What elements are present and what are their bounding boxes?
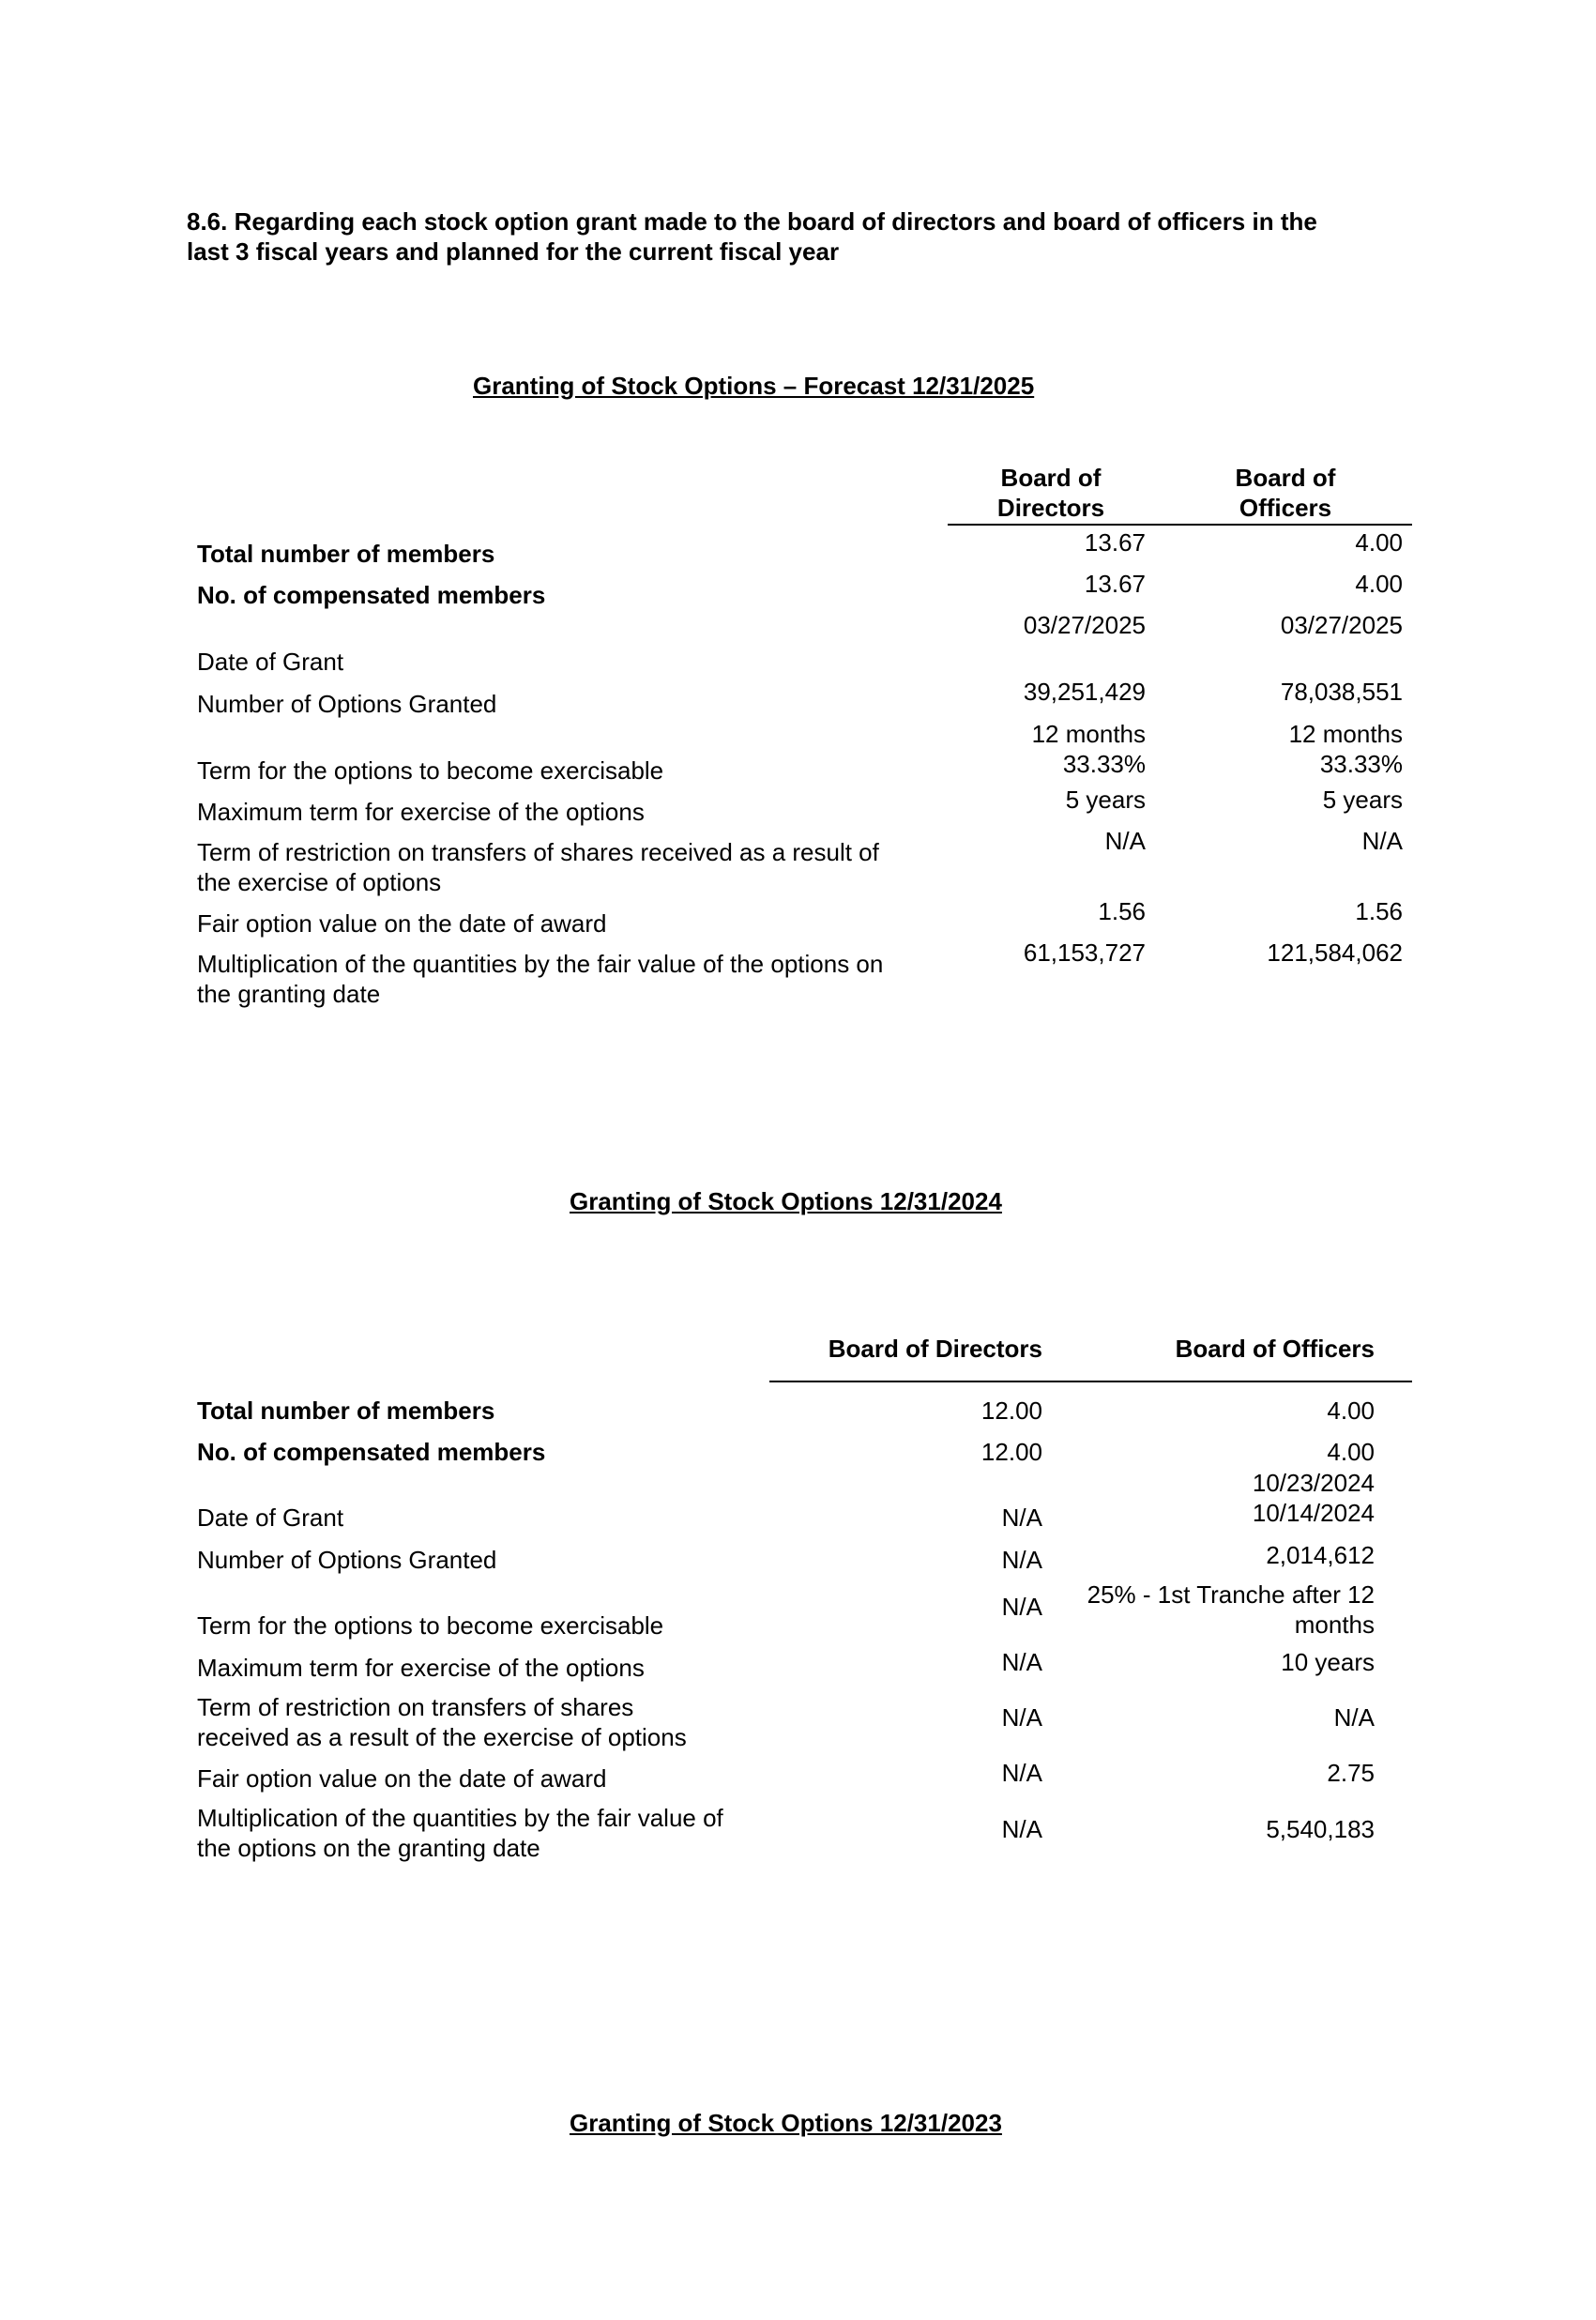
value-directors-term-2024: N/A bbox=[1001, 1593, 1042, 1621]
value-officers-options-granted: 78,038,551 bbox=[1280, 678, 1403, 706]
value-officers-term-2024: 25% - 1st Tranche after 12 months bbox=[1087, 1580, 1375, 1639]
value-officers-compensated-members-2024: 4.00 bbox=[1327, 1438, 1375, 1466]
value-officers-term: 12 months 33.33% bbox=[1288, 720, 1403, 778]
label-multiplication: Multiplication of the quantities by the fair value of the options on the granting date bbox=[197, 950, 884, 1008]
section-heading bbox=[187, 206, 1406, 267]
header-rule-2024 bbox=[769, 1381, 1412, 1382]
value-directors-restriction: N/A bbox=[1104, 827, 1146, 855]
label-date-of-grant: Date of Grant bbox=[197, 648, 344, 676]
value-directors-multiplication: 61,153,727 bbox=[1023, 939, 1146, 967]
label-term-exercisable: Term for the options to become exercisable bbox=[197, 756, 664, 785]
col-header-officers-2024: Board of Officers bbox=[1175, 1335, 1375, 1363]
label-options-granted-2024: Number of Options Granted bbox=[197, 1546, 497, 1574]
value-officers-date-of-grant-2024: 10/23/2024 10/14/2024 bbox=[1252, 1469, 1375, 1527]
label-compensated-members-2024: No. of compensated members bbox=[197, 1438, 546, 1466]
value-directors-date-of-grant-2024: N/A bbox=[1001, 1503, 1042, 1532]
value-directors-fair-value: 1.56 bbox=[1098, 897, 1146, 925]
value-directors-options-granted-2024: N/A bbox=[1001, 1546, 1042, 1574]
value-directors-fair-value-2024: N/A bbox=[1001, 1759, 1042, 1787]
value-officers-max-term: 5 years bbox=[1322, 786, 1403, 814]
heading-line-1: 8.6. Regarding each stock option grant made to the board of directors and board of officers in the bbox=[187, 207, 1317, 236]
table-title-2025: Granting of Stock Options – Forecast 12/31/2025 bbox=[473, 372, 1035, 400]
value-officers-multiplication: 121,584,062 bbox=[1267, 939, 1403, 967]
value-officers-restriction-2024: N/A bbox=[1333, 1703, 1375, 1732]
value-directors-max-term-2024: N/A bbox=[1001, 1648, 1042, 1676]
value-directors-term: 12 months 33.33% bbox=[1031, 720, 1146, 778]
value-officers-multiplication-2024: 5,540,183 bbox=[1266, 1815, 1375, 1843]
value-directors-compensated-members: 13.67 bbox=[1084, 570, 1146, 598]
label-total-members: Total number of members bbox=[197, 540, 495, 568]
label-fair-value: Fair option value on the date of award bbox=[197, 909, 607, 938]
value-officers-compensated-members: 4.00 bbox=[1355, 570, 1403, 598]
label-restriction-2024: Term of restriction on transfers of shares received as a result of the exercise of options bbox=[197, 1693, 687, 1751]
table-title-2024: Granting of Stock Options 12/31/2024 bbox=[570, 1187, 1002, 1215]
value-directors-total-members-2024: 12.00 bbox=[980, 1397, 1042, 1425]
value-officers-total-members-2024: 4.00 bbox=[1327, 1397, 1375, 1425]
heading-line-2: last 3 fiscal years and planned for the current fiscal year bbox=[187, 237, 840, 266]
value-officers-total-members: 4.00 bbox=[1355, 528, 1403, 557]
value-officers-max-term-2024: 10 years bbox=[1281, 1648, 1375, 1676]
label-multiplication-2024: Multiplication of the quantities by the fair value of the options on the granting date bbox=[197, 1804, 723, 1862]
label-max-term: Maximum term for exercise of the options bbox=[197, 798, 645, 826]
value-officers-fair-value-2024: 2.75 bbox=[1327, 1759, 1375, 1787]
label-fair-value-2024: Fair option value on the date of award bbox=[197, 1764, 607, 1793]
label-date-of-grant-2024: Date of Grant bbox=[197, 1503, 344, 1532]
label-compensated-members: No. of compensated members bbox=[197, 581, 546, 609]
label-term-exercisable-2024: Term for the options to become exercisable bbox=[197, 1611, 664, 1640]
table-title-2023: Granting of Stock Options 12/31/2023 bbox=[570, 2109, 1002, 2137]
value-officers-date-of-grant: 03/27/2025 bbox=[1280, 611, 1403, 639]
value-directors-total-members: 13.67 bbox=[1084, 528, 1146, 557]
value-directors-max-term: 5 years bbox=[1065, 786, 1146, 814]
label-restriction: Term of restriction on transfers of shares received as a result of the exercise of options bbox=[197, 838, 879, 896]
col-header-officers-2025: Board of Officers bbox=[1235, 464, 1336, 522]
value-directors-restriction-2024: N/A bbox=[1001, 1703, 1042, 1732]
header-rule-2025 bbox=[948, 524, 1412, 526]
value-officers-fair-value: 1.56 bbox=[1355, 897, 1403, 925]
value-directors-compensated-members-2024: 12.00 bbox=[980, 1438, 1042, 1466]
label-options-granted: Number of Options Granted bbox=[197, 690, 497, 718]
col-header-directors-2025: Board of Directors bbox=[996, 464, 1105, 522]
value-directors-multiplication-2024: N/A bbox=[1001, 1815, 1042, 1843]
value-directors-date-of-grant: 03/27/2025 bbox=[1023, 611, 1146, 639]
value-officers-restriction: N/A bbox=[1361, 827, 1403, 855]
label-max-term-2024: Maximum term for exercise of the options bbox=[197, 1654, 645, 1682]
col-header-directors-2024: Board of Directors bbox=[828, 1335, 1042, 1363]
value-officers-options-granted-2024: 2,014,612 bbox=[1266, 1541, 1375, 1569]
label-total-members-2024: Total number of members bbox=[197, 1397, 495, 1425]
value-directors-options-granted: 39,251,429 bbox=[1023, 678, 1146, 706]
